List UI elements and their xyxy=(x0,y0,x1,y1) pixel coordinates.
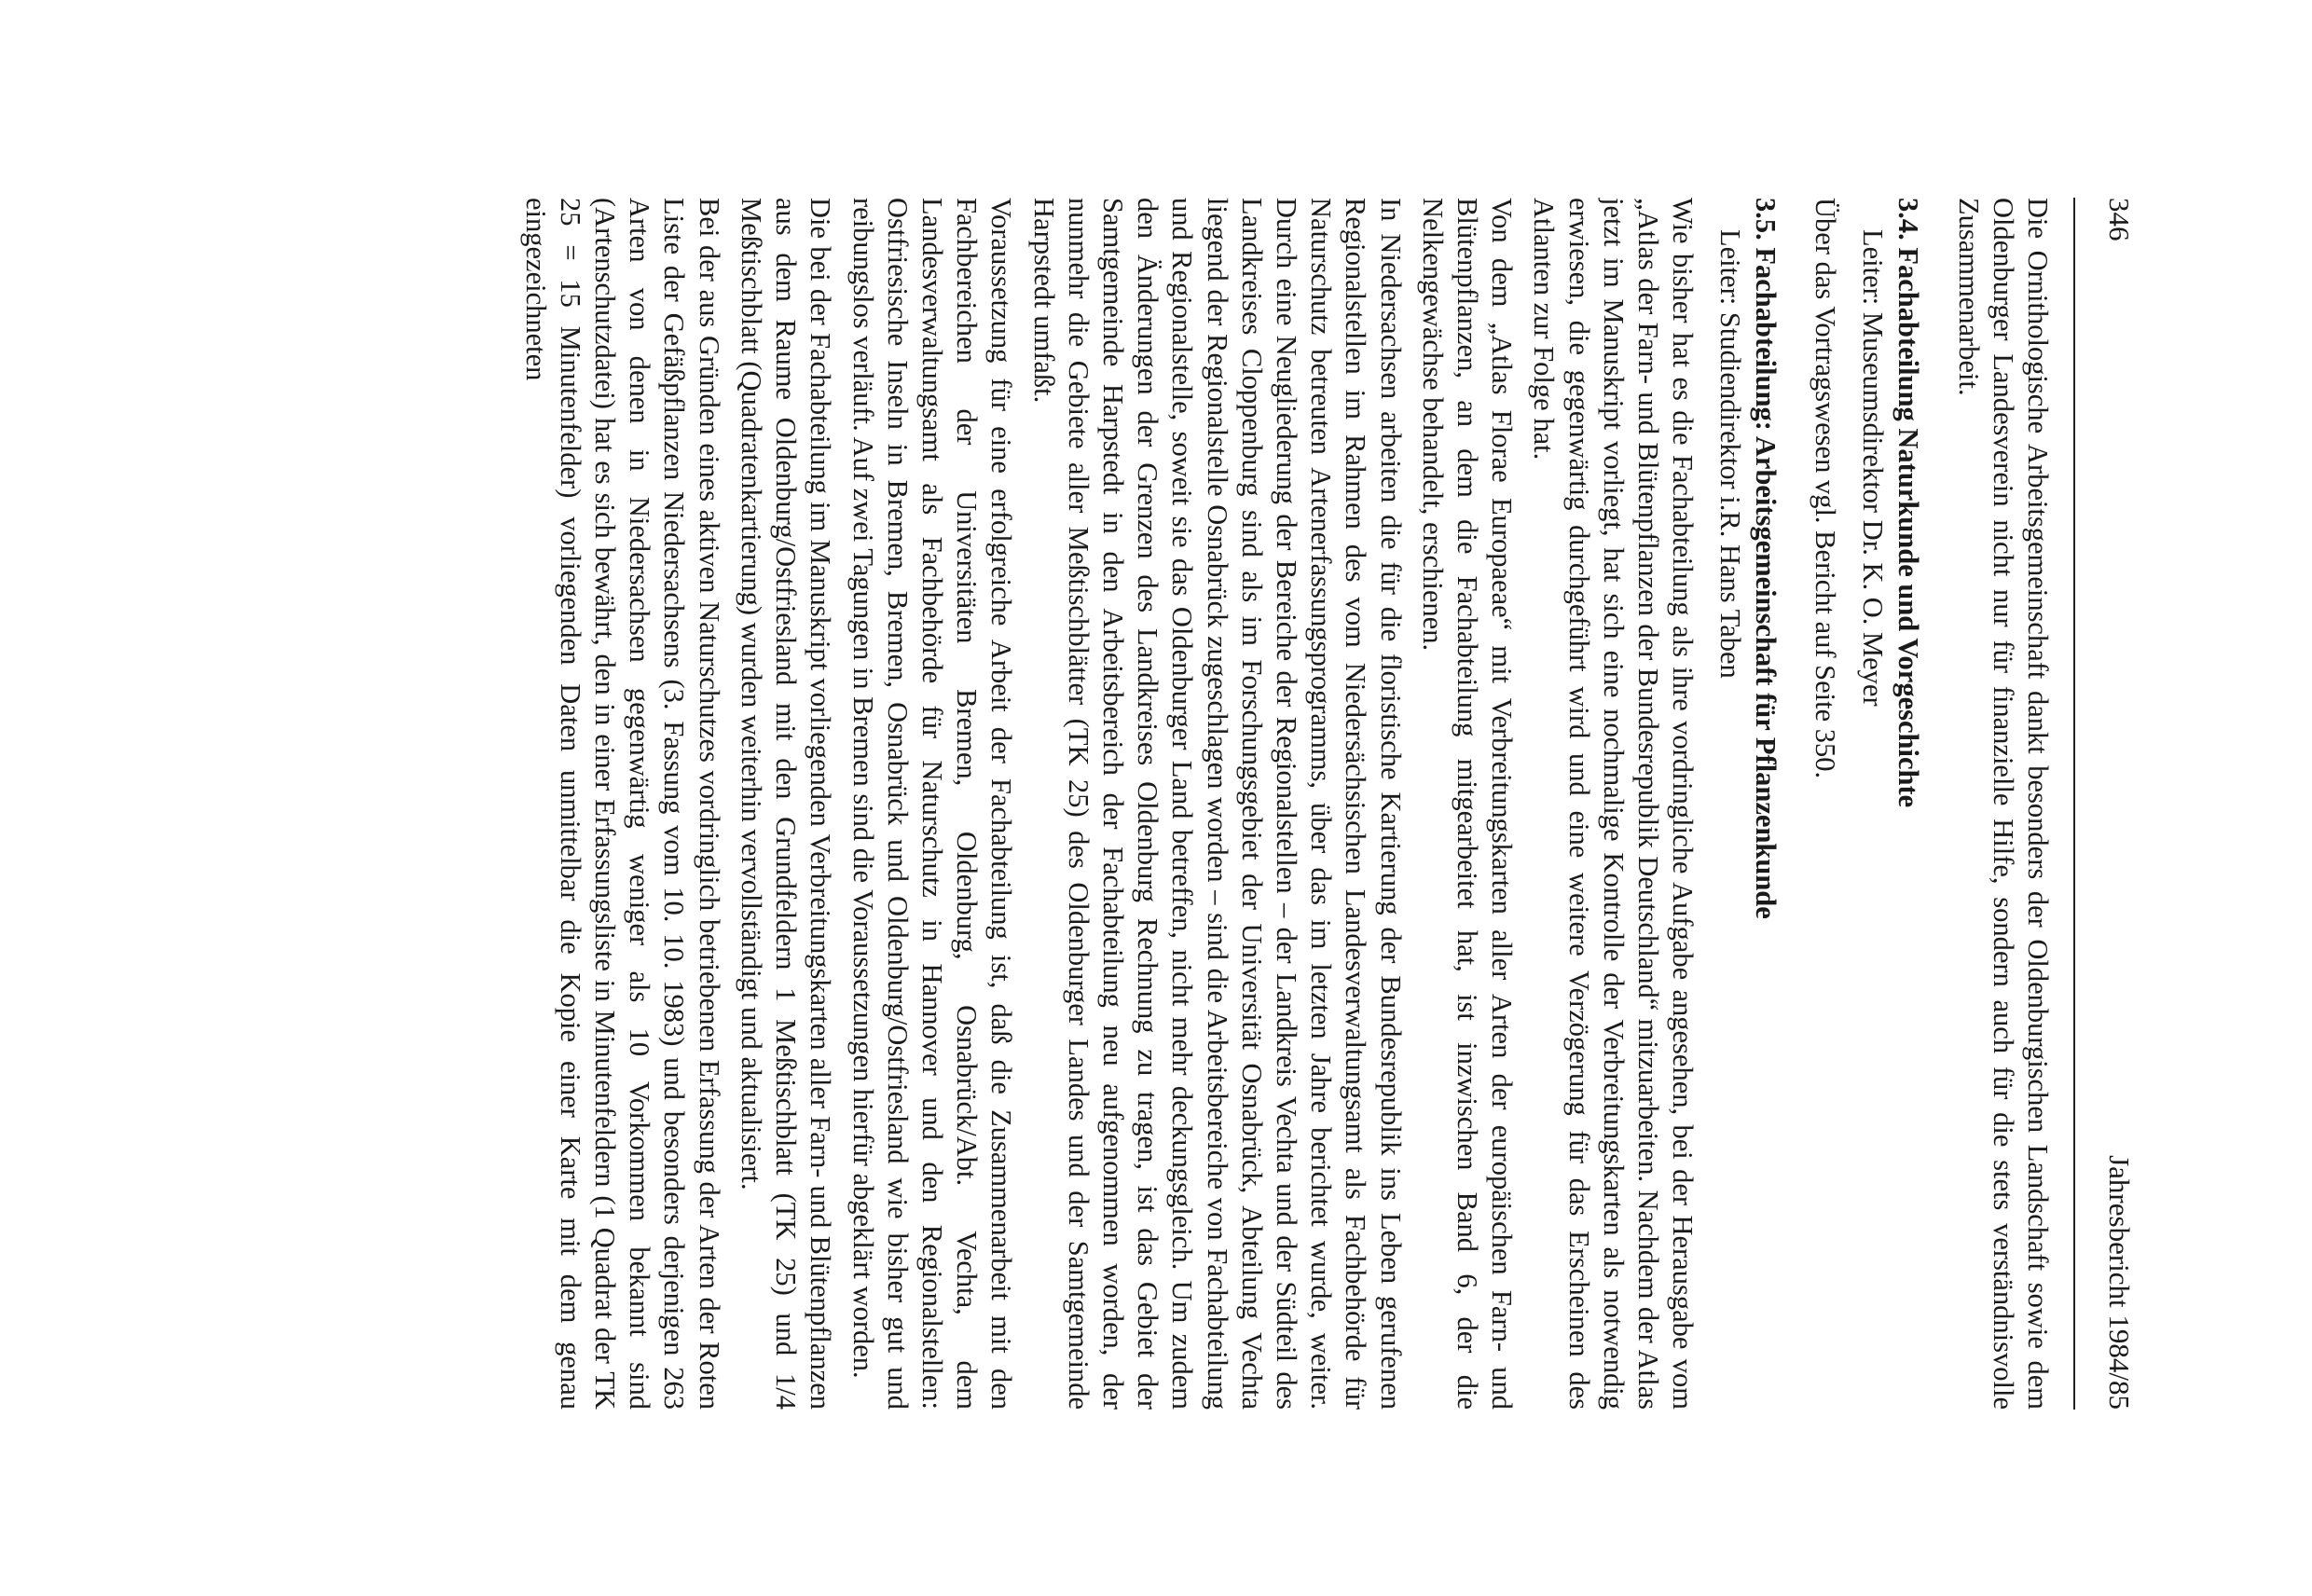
running-title: Jahresbericht 1984/85 xyxy=(2103,1155,2136,1410)
section-3-5-paragraph-4: Voraussetzung für eine erfolgreiche Arbeit der Fachabteilung ist, daß die Zusammenarbeit mit den Fachbereichen der Universitäten Bremen, Oldenburg, Osnabrück/Abt. Vechta, dem Landesverwaltungsamt als Fachbehörde für Naturschutz in Hannover und den Regionalstellen: Ostfriesische Inseln in Bremen, Bremen, Osnabrück und Oldenburg/Ostfriesland wie bisher gut und reibungslos verläuft. Auf zwei Tagungen in Bremen sind die Voraussetzungen hierfür abgeklärt worden. xyxy=(846,198,1018,1410)
section-3-5-paragraph-1: Wie bisher hat es die Fachabteilung als ihre vordringliche Aufgabe angesehen, bei der Herausgabe vom „Atlas der Farn- und Blütenpflanzen der Bundesrepublik Deutschland“ mitzuarbeiten. Nachdem der Atlas jetzt im Manuskript vorliegt, hat sich eine nochmalige Kontrolle der Verbreitungskarten als notwendig erwiesen, die gegenwärtig durchgeführt wird und eine weitere Verzögerung für das Erscheinen des Atlanten zur Folge hat. xyxy=(1528,198,1700,1410)
section-leader-3-5: Leiter: Studiendirektor i.R. Hans Taben xyxy=(1714,229,1747,679)
body-text xyxy=(13,198,2055,1410)
section-3-4-paragraph: Über das Vortragswesen vgl. Bericht auf Seite 350. xyxy=(1810,198,1842,779)
header-rule xyxy=(2073,198,2075,1410)
intro-paragraph: Die Ornithologische Arbeitsgemeinschaft dankt besonders der Oldenburgischen Landschaft sowie dem Oldenburger Landesverein nicht nur für finanzielle Hilfe, sondern auch für die stets verständnisvolle Zusammenarbeit. xyxy=(1952,198,2054,1410)
section-heading-3-5: 3.5. Fachabteilung: Arbeitsgemeinschaft für Pflanzenkunde xyxy=(1750,198,1782,919)
page-number: 346 xyxy=(2103,198,2136,241)
section-3-5-paragraph-2: Von dem „Atlas Florae Europaeae“ mit Verbreitungskarten aller Arten der europäischen Farn- und Blütenpflanzen, an dem die Fachabteilung mitgearbeitet hat, ist inzwischen Band 6, der die Nelkengewächse behandelt, erschienen. xyxy=(1416,198,1519,1410)
section-3-4 xyxy=(1855,198,1926,1410)
section-3-5-paragraph-6: Bei der aus Gründen eines aktiven Naturschutzes vordringlich betriebenen Erfassung der Arten der Roten Liste der Gefäßpflanzen Niedersachsens (3. Fassung vom 10. 10. 1983) und besonders derjenigen 263 Arten von denen in Niedersachsen gegenwärtig weniger als 10 Vorkommen bekannt sind (Artenschutzdatei) hat es sich bewährt, den in einer Erfassungsliste in Minutenfeldern (1 Quadrat der TK 25 = 15 Minutenfelder) vorliegenden Daten unmittelbar die Kopie einer Karte mit dem genau eingezeichneten xyxy=(519,198,725,1410)
page-header xyxy=(2099,198,2140,1410)
section-heading-3-4: 3.4. Fachabteilung Naturkunde und Vorgeschichte xyxy=(1892,198,1925,808)
section-3-5-paragraph-3: In Niedersachsen arbeiten die für die floristische Kartierung der Bundesrepublik ins Leben gerufenen Regionalstellen im Rahmen des vom Niedersächsischen Landesverwaltungsamt als Fachbehörde für Naturschutz betreuten Artenerfassungsprogramms, über das im letzten Jahre berichtet wurde, weiter. Durch eine Neugliederung der Bereiche der Regionalstellen – der Landkreis Vechta und der Südteil des Landkreises Cloppenburg sind als im Forschungsgebiet der Universität Osnabrück, Abteilung Vechta liegend der Regionalstelle Osnabrück zugeschlagen worden – sind die Arbeitsbereiche von Fachabteilung und Regionalstelle, soweit sie das Oldenburger Land betreffen, nicht mehr deckungsgleich. Um zudem den Änderungen der Grenzen des Landkreises Oldenburg Rechnung zu tragen, ist das Gebiet der Samtgemeinde Harpstedt in den Arbeitsbereich der Fachabteilung neu aufgenommen worden, der nunmehr die Gebiete aller Meßtischblätter (TK 25) des Oldenburger Landes und der Samtgemeinde Harpstedt umfaßt. xyxy=(1027,198,1407,1410)
section-3-5 xyxy=(1713,198,1783,1410)
section-3-5-paragraph-5: Die bei der Fachabteilung im Manuskript vorliegenden Verbreitungskarten aller Farn- und Blütenpflanzen aus dem Raume Oldenburg/Ostfriesland mit den Grundfeldern 1 Meßtischblatt (TK 25) und 1/4 Meßtischblatt (Quadratenkartierung) wurden weiterhin vervollständigt und aktualisiert. xyxy=(735,198,837,1410)
section-leader-3-4: Leiter: Museumsdirektor Dr. K. O. Meyer xyxy=(1857,229,1890,707)
